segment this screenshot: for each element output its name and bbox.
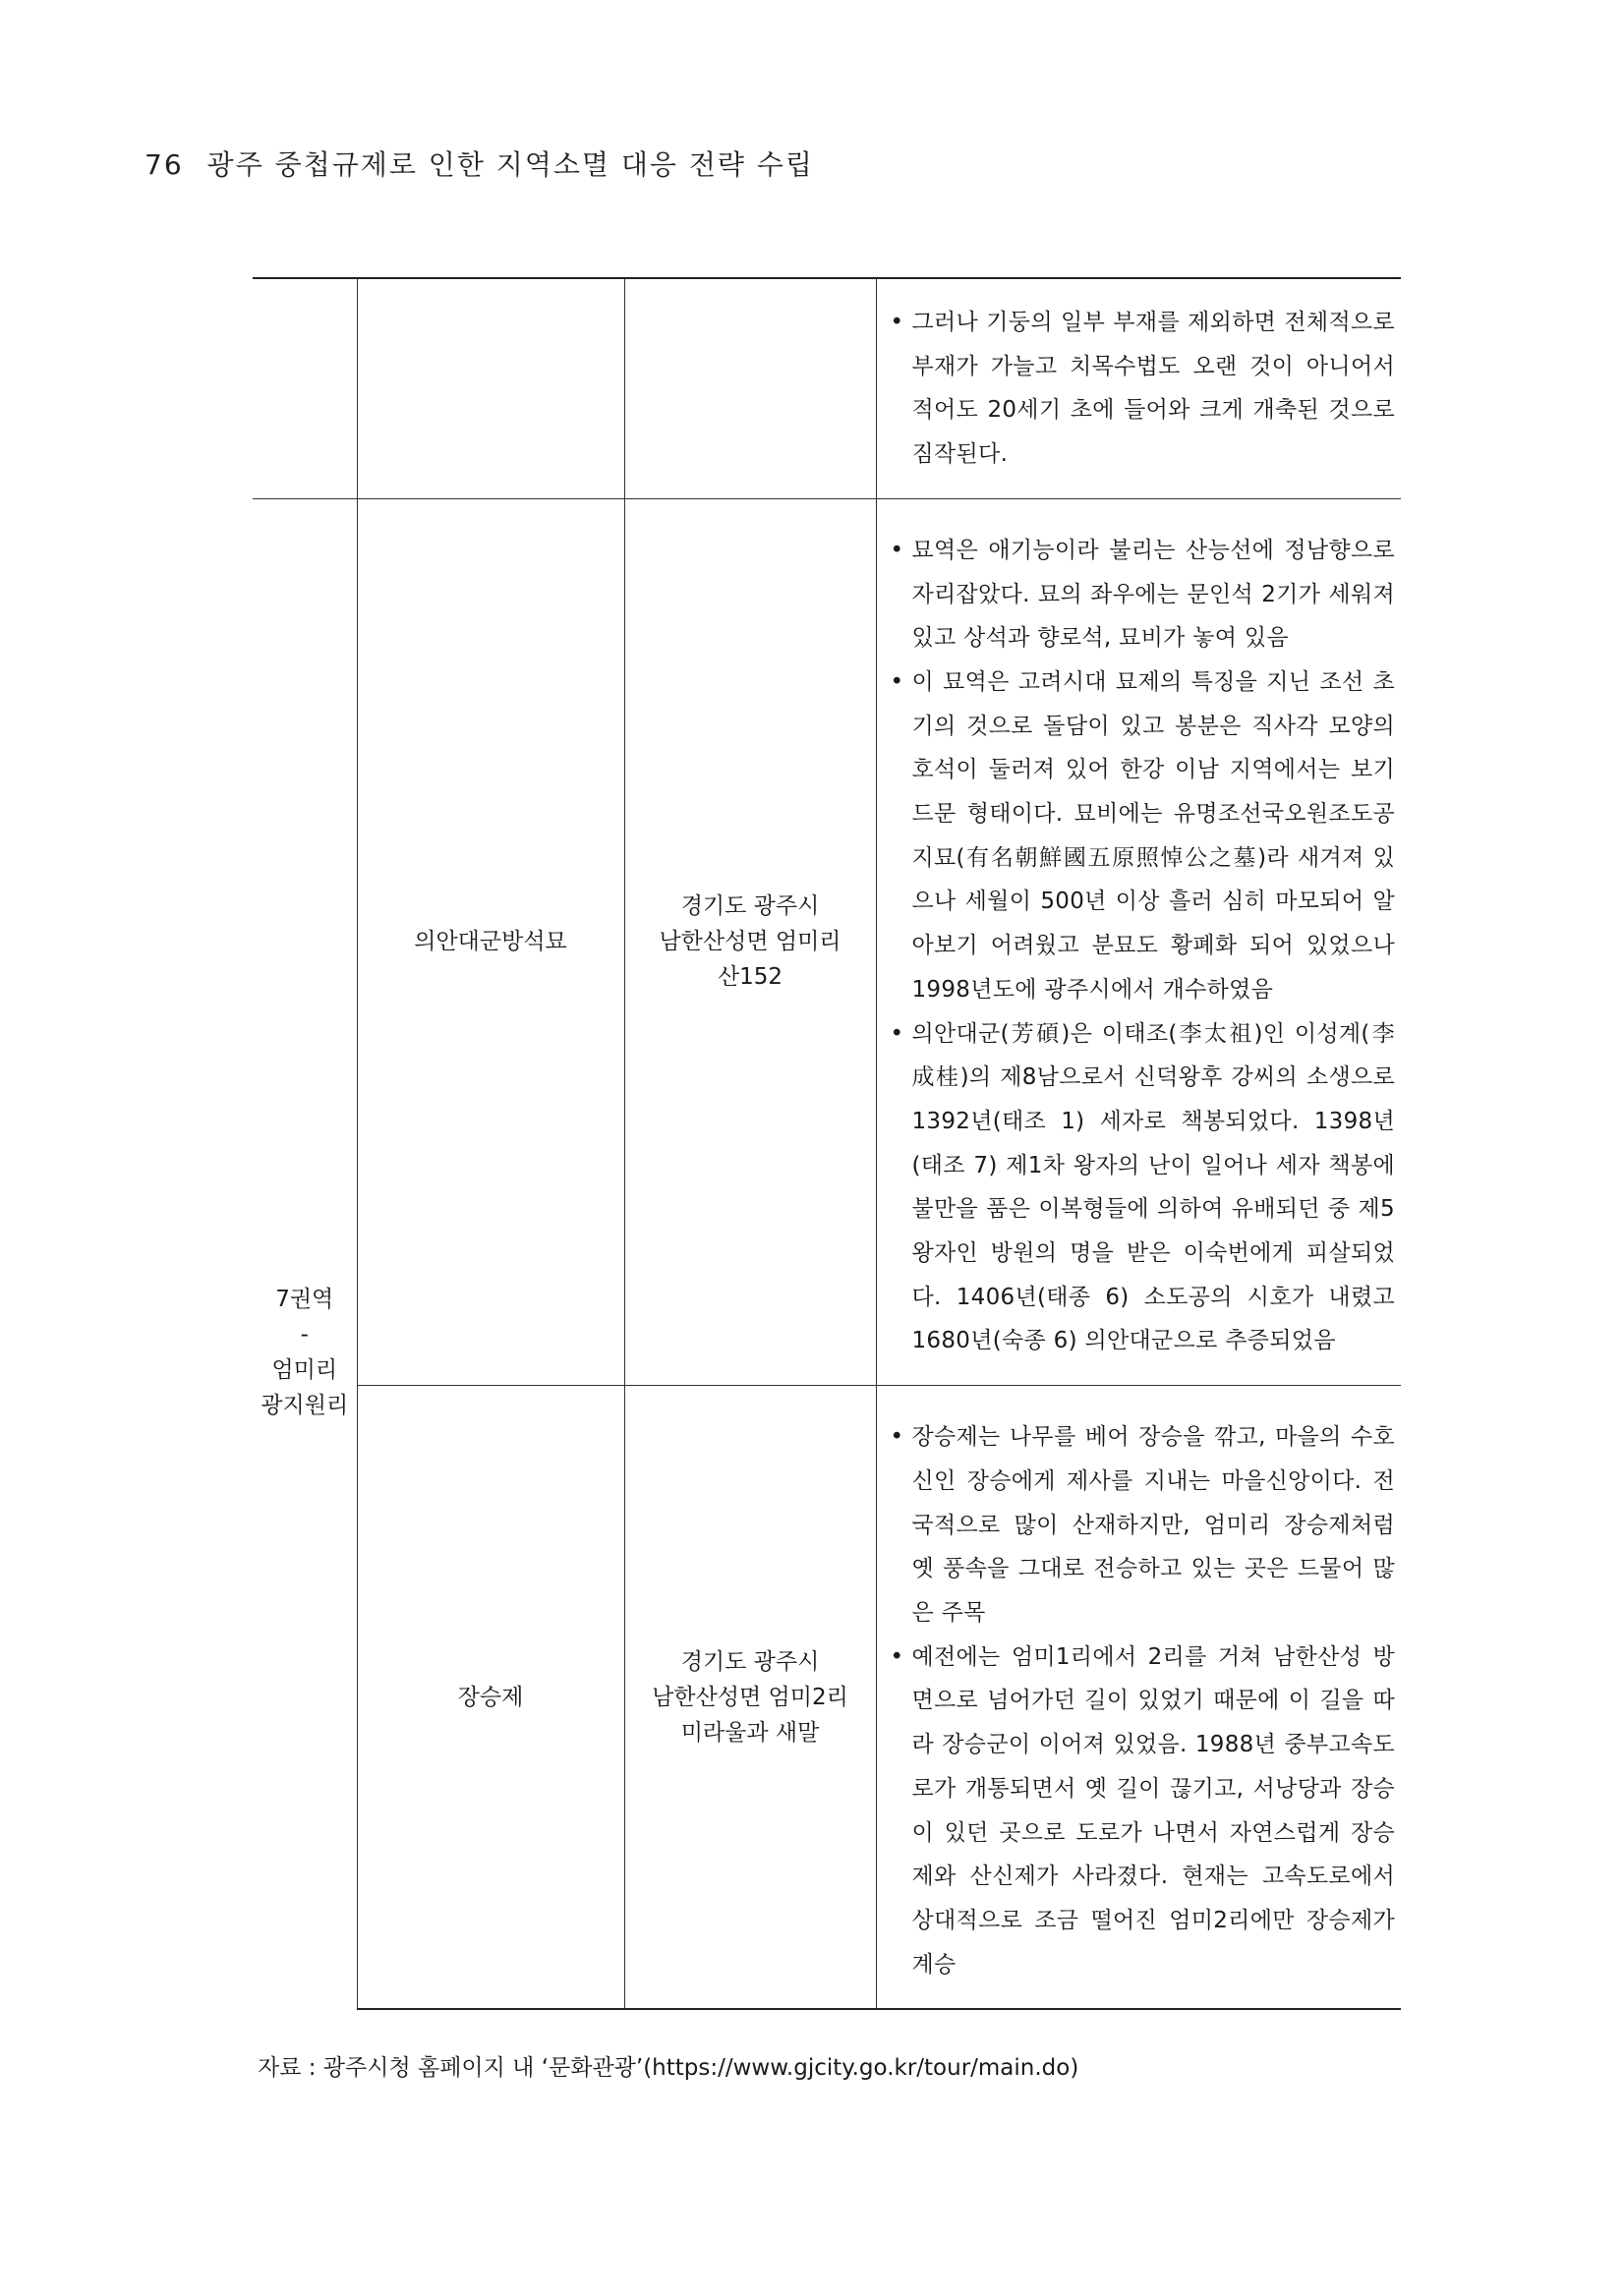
list-item: • 예전에는 엄미1리에서 2리를 거쳐 남한산성 방면으로 넘어가던 길이 있었기 때문에 이 길을 따라 장승군이 이어져 있었음. 1988년 중부고속도로가 개통되면서 옛 길이 끊기고, 서낭당과 장승이 있던 곳으로 도로가 나면서 자연스럽게 장승제와 산신제가 사라졌다. 현재는 고속도로에서 상대적으로 조금 떨어진 엄미2리에만 장승제가 계승 [889, 1636, 1396, 1987]
description-cell [876, 1386, 1401, 2010]
heritage-table [253, 277, 1401, 2010]
bullet-icon: • [890, 537, 904, 563]
bullet-icon: • [890, 1020, 904, 1047]
heritage-address: 경기도 광주시 남한산성면 엄미리 산152 [624, 498, 876, 1385]
bullet-list [877, 279, 1402, 498]
heritage-name: 장승제 [357, 1386, 624, 2010]
name-cell-continued [357, 278, 624, 498]
list-item: • 묘역은 애기능이라 불리는 산능선에 정남향으로 자리잡았다. 묘의 좌우에는 문인석 2기가 세워져 있고 상석과 향로석, 묘비가 놓여 있음 [889, 529, 1396, 660]
table-row [253, 1386, 1401, 2010]
list-item: • 이 묘역은 고려시대 묘제의 특징을 지닌 조선 초기의 것으로 돌담이 있고 봉분은 직사각 모양의 호석이 둘러져 있어 한강 이남 지역에서는 보기 드문 형태이다. 묘비에는 유명조선국오원조도공지묘(有名朝鮮國五原照悼公之墓)라 새겨져 있으나 세월이 500년 이상 흘러 심히 마모되어 알아보기 어려웠고 분묘도 황폐화 되어 있었으나 1998년도에 광주시에서 개수하였음 [889, 660, 1396, 1012]
region-cell-continued [253, 278, 357, 498]
page-number: 76 [145, 148, 184, 181]
bullet-icon: • [890, 668, 904, 695]
description-cell-continued [876, 278, 1401, 498]
bullet-icon: • [890, 310, 904, 335]
header-title: 광주 중첩규제로 인한 지역소멸 대응 전략 수립 [206, 148, 814, 181]
bullet-list [877, 1386, 1402, 2008]
bullet-list [877, 499, 1402, 1385]
running-header [145, 144, 814, 183]
list-item: • 장승제는 나무를 베어 장승을 깎고, 마을의 수호신인 장승에게 제사를 지내는 마을신앙이다. 전국적으로 많이 산재하지만, 엄미리 장승제처럼 옛 풍속을 그대로 전승하고 있는 곳은 드물어 많은 주목 [889, 1415, 1396, 1636]
table-row [253, 498, 1401, 1385]
heritage-address: 경기도 광주시 남한산성면 엄미2리 미라울과 새말 [624, 1386, 876, 2010]
heritage-name: 의안대군방석묘 [357, 498, 624, 1385]
source-note: 자료 : 광주시청 홈페이지 내 ‘문화관광’(https://www.gjcity.go.kr/tour/main.do) [258, 2055, 1079, 2081]
table-row-continued [253, 278, 1401, 498]
description-cell [876, 498, 1401, 1385]
region-cell: 7권역 - 엄미리 광지원리 [253, 498, 357, 2009]
list-item: • 의안대군(芳碩)은 이태조(李太祖)인 이성계(李成桂)의 제8남으로서 신덕왕후 강씨의 소생으로 1392년(태조 1) 세자로 책봉되었다. 1398년(태조 7) 제1차 왕자의 난이 일어나 세자 책봉에 불만을 품은 이복형들에 의하여 유배되던 중 제5왕자인 방원의 명을 받은 이숙번에게 피살되었다. 1406년(태종 6) 소도공의 시호가 내렸고 1680년(숙종 6) 의안대군으로 추증되었음 [889, 1012, 1396, 1364]
bullet-icon: • [890, 1424, 904, 1451]
list-item: • 그러나 기둥의 일부 부재를 제외하면 전체적으로 부재가 가늘고 치목수법도 오랜 것이 아니어서 적어도 20세기 초에 들어와 크게 개축된 것으로 짐작된다. [889, 301, 1396, 477]
address-cell-continued [624, 278, 876, 498]
bullet-icon: • [890, 1643, 904, 1670]
